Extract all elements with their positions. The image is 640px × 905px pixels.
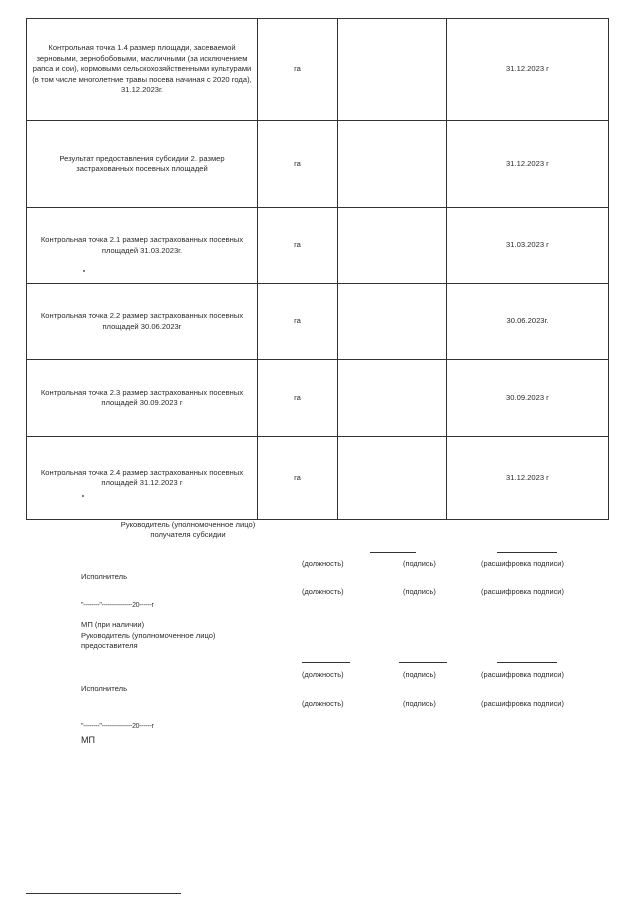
table-row [27, 19, 609, 121]
signature-caption: (подпись) [403, 559, 436, 568]
date-placeholder: "--------"---------------20------г [81, 723, 154, 730]
indicator-name: Контрольная точка 2.4 размер застрахованных посевных площадей 31.12.2023 г [27, 437, 258, 520]
date-cell: 31.12.2023 г [447, 121, 609, 208]
signature-line [399, 662, 447, 663]
value-cell [338, 284, 447, 360]
unit-cell: га [258, 437, 338, 520]
table-row [27, 437, 609, 520]
date-cell: 31.12.2023 г [447, 437, 609, 520]
date-cell: 30.09.2023 г [447, 360, 609, 437]
position-line [302, 662, 350, 663]
unit-cell: га [258, 121, 338, 208]
indicator-name: Контрольная точка 2.1 размер застрахованных посевных площадей 31.03.2023г. [27, 208, 258, 284]
date-cell: 31.03.2023 г [447, 208, 609, 284]
date-cell: 31.12.2023 г [447, 19, 609, 121]
position-caption: (должность) [302, 587, 344, 596]
table-row [27, 284, 609, 360]
provider-mp-label: МП [81, 735, 95, 745]
value-cell [338, 208, 447, 284]
unit-cell: га [258, 360, 338, 437]
unit-cell: га [258, 19, 338, 121]
table-row [27, 360, 609, 437]
decoding-caption: (расшифровка подписи) [481, 559, 564, 568]
value-cell [338, 360, 447, 437]
recipient-head-label: Руководитель (уполномоченное лицо) получателя субсидии [120, 520, 256, 539]
indicator-name: Результат предоставления субсидии 2. размер застрахованных посевных площадей [27, 121, 258, 208]
scan-speck [82, 495, 84, 497]
signature-caption: (подпись) [403, 699, 436, 708]
results-table [26, 18, 609, 520]
date-cell: 30.06.2023г. [447, 284, 609, 360]
position-caption: (должность) [302, 699, 344, 708]
value-cell [338, 121, 447, 208]
unit-cell: га [258, 208, 338, 284]
indicator-name: Контрольная точка 2.3 размер застрахованных посевных площадей 30.09.2023 г [27, 360, 258, 437]
position-caption: (должность) [302, 670, 344, 679]
decoding-caption: (расшифровка подписи) [481, 587, 564, 596]
indicator-name: Контрольная точка 2.2 размер застрахованных посевных площадей 30.06.2023г [27, 284, 258, 360]
signature-caption: (подпись) [403, 670, 436, 679]
position-caption: (должность) [302, 559, 344, 568]
indicator-name: Контрольная точка 1.4 размер площади, засеваемой зерновыми, зернобобовыми, масличными (за исключением рапса и сои), кормовыми сельскохозяйственными культурами (в том числе многолетние травы посева начиная с 2020 года), 31.12.2023г. [27, 19, 258, 121]
date-placeholder: "--------"---------------20------г [81, 602, 154, 609]
signature-caption: (подпись) [403, 587, 436, 596]
table-row [27, 208, 609, 284]
value-cell [338, 437, 447, 520]
scan-speck [83, 270, 85, 272]
decoding-line [497, 662, 557, 663]
provider-executor-label: Исполнитель [81, 684, 128, 693]
recipient-executor-label: Исполнитель [81, 572, 128, 581]
unit-cell: га [258, 284, 338, 360]
signature-line [370, 552, 416, 553]
recipient-mp-label: МП (при наличии) [81, 620, 145, 629]
table-row [27, 121, 609, 208]
value-cell [338, 19, 447, 121]
decoding-line [497, 552, 557, 553]
decoding-caption: (расшифровка подписи) [481, 670, 564, 679]
decoding-caption: (расшифровка подписи) [481, 699, 564, 708]
provider-head-label: Руководитель (уполномоченное лицо) предоставителя [81, 631, 216, 650]
footnote-separator [26, 893, 181, 894]
